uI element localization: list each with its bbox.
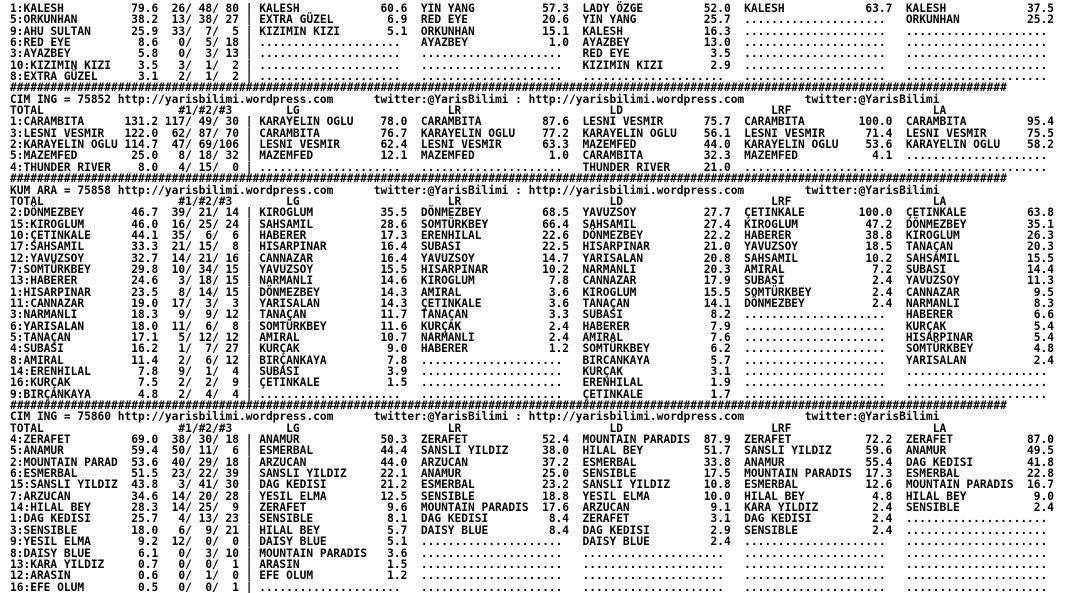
column-header-line: TOTAL #1/#2/#3 LG LR LD LRF LA xyxy=(10,194,947,208)
horse-row: 3:AYAZBEY 5.8 0/ 3/ 13 | ..................... ..................... RED EYE 3.5 ..................... ..................... xyxy=(10,47,1068,61)
section-title-line: CIM ING = 75860 http://yarisbilimi.wordpress.com twitter:@YarisBilimi : http://yarisbilimi.wordpress.com twitter:@YarisBilimi xyxy=(10,410,940,424)
horse-row: 9:YESIL ELMA 9.2 12/ 0/ 0 | DAISY BLUE 5.1 ..................... DAISY BLUE 2.4 ..................... ..................... xyxy=(10,535,1068,549)
race-section-top-partial xyxy=(10,3,1077,82)
horse-row: 3:SENSIBLE 18.0 6/ 9/ 21 | HILAL BEY 5.7 DAISY BLUE 8.4 DAG KEDISI 2.9 SENSIBLE 2.4 ..................... xyxy=(10,523,1068,537)
separator-line: #################################################################################################################################################### xyxy=(10,399,1007,413)
horse-row: 1:HISARPINAR 23.5 8/ 14/ 15 | DÖNMEZBEY 14.3 AMIRAL 3.6 KIROGLUM 15.5 SOMTÜRKBEY 2.4 CANNAZAR 9.5 xyxy=(10,285,1068,299)
horse-row: 11:CANNAZAR 19.0 17/ 3/ 3 | YARISALAN 14.3 ÇETINKALE 3.6 TANAÇAN 14.1 DÖNMEZBEY 2.4 NARMANLI 8.3 xyxy=(10,296,1068,310)
race-section-75858 xyxy=(10,173,1077,400)
horse-row: 7:ARZUCAN 34.6 14/ 20/ 28 | YESIL ELMA 12.5 SENSIBLE 18.8 YESIL ELMA 10.0 HILAL BEY 4.8 HILAL BEY 9.0 xyxy=(10,489,1068,503)
horse-row: 6:RED EYE 8.6 0/ 5/ 18 | ..................... AYAZBEY 1.0 AYAZBEY 13.0 ..................... ..................... xyxy=(10,36,1068,50)
horse-row: 1:KALESH 79.6 26/ 48/ 80 | KALESH 60.6 YIN YANG 57.3 LADY ÖZGE 52.0 KALESH 63.7 KALESH 37.5 xyxy=(10,2,1068,15)
horse-row: 8:DAISY BLUE 6.1 0/ 3/ 10 | MOUNTAIN PARADIS 3.6 ..................... ..................... ..................... ..................... xyxy=(10,546,1068,560)
horse-row: 8:EXTRA GÜZEL 3.1 2/ 1/ 2 | ..................... ..................... ..................... ..................... ..................... xyxy=(10,70,1068,84)
horse-row: 6:YARISALAN 18.0 11/ 6/ 8 | SOMTÜRKBEY 11.6 KURÇAK 2.4 HABERER 7.9 ..................... KURÇAK 5.4 xyxy=(10,319,1068,333)
horse-row: 6:ESMERBAL 51.5 23/ 22/ 39 | SANSLI YILDIZ 22.1 ANAMUR 25.0 SENSIBLE 17.5 MOUNTAIN PARADIS 17.3 ESMERBAL 22.8 xyxy=(10,467,1068,481)
horse-row: 14:HILAL BEY 28.3 14/ 25/ 9 | ZERAFET 9.6 MOUNTAIN PARADIS 17.6 ARZUCAN 9.1 KARA YILDIZ 2.4 SENSIBLE 2.4 xyxy=(10,501,1068,515)
separator-line: #################################################################################################################################################### xyxy=(10,81,1007,95)
horse-row: 3:LESNI VESMIR 122.0 62/ 87/ 70 | CARAMBITA 76.7 KARAYELIN OGLU 77.2 KARAYELIN OGLU 56.1 LESNI VESMIR 71.4 LESNI VESMIR 75.5 xyxy=(10,126,1068,140)
horse-row: 13:HABERER 24.6 3/ 18/ 15 | NARMANLI 14.6 KIROGLUM 7.8 CANNAZAR 17.9 SUBASI 2.4 YAVUZSOY 11.3 xyxy=(10,274,1068,288)
separator-line: #################################################################################################################################################### xyxy=(10,172,1007,186)
console-output xyxy=(10,3,1077,593)
race-section-75852 xyxy=(10,82,1077,173)
horse-row: 16:EFE OLUM 0.5 0/ 0/ 1 | ..................... ..................... ..................... ..................... ..................... xyxy=(10,580,1068,593)
horse-row: 5:MAZEMFED 25.0 8/ 18/ 32 | MAZEMFED 12.1 MAZEMFED 1.0 CARAMBITA 32.3 MAZEMFED 4.1 ..................... xyxy=(10,149,1068,163)
column-header-line: TOTAL #1/#2/#3 LG LR LD LRF LA xyxy=(10,421,947,435)
horse-row: 3:NARMANLI 18.3 9/ 9/ 12 | TANAÇAN 11.7 TANAÇAN 3.3 SUBASI 8.2 ..................... HABERER 6.6 xyxy=(10,308,1068,322)
horse-row: 13:KARA YILDIZ 0.7 0/ 0/ 1 | ARASIN 1.5 ..................... ..................... ..................... ..................... xyxy=(10,557,1068,571)
column-header-line: TOTAL #1/#2/#3 LG LR LD LRF LA xyxy=(10,104,947,118)
horse-row: 2:KARAYELIN OGLU 114.7 47/ 69/106 | LESNI VESMIR 62.4 LESNI VESMIR 63.3 MAZEMFED 44.0 KARAYELIN OGLU 53.6 KARAYELIN OGLU 58.2 xyxy=(10,138,1068,152)
horse-row: 9:BIRÇANKAYA 4.8 2/ 4/ 4 | ..................... ..................... ÇETINKALE 1.7 ..................... ..................... xyxy=(10,387,1068,401)
horse-row: 2:DÖNMEZBEY 46.7 39/ 21/ 14 | KIROGLUM 35.5 DÖNMEZBEY 68.5 YAVUZSOY 27.7 ÇETINKALE 100.0 ÇETINKALE 63.8 xyxy=(10,206,1068,220)
horse-row: 10:ÇETINKALE 44.1 35/ 6/ 6 | HABERER 17.3 ERENHILAL 22.6 DÖNMEZBEY 22.2 HABERER 38.8 KIROGLUM 26.3 xyxy=(10,228,1068,242)
horse-row: 14:ERENHILAL 7.8 9/ 1/ 4 | SUBASI 3.9 ..................... KURÇAK 3.1 ..................... ..................... xyxy=(10,365,1068,378)
section-title-line: CIM ING = 75852 http://yarisbilimi.wordpress.com twitter:@YarisBilimi : http://yarisbilimi.wordpress.com twitter:@YarisBilimi xyxy=(10,92,940,106)
horse-row: 8:AMIRAL 11.4 2/ 6/ 12 | BIRÇANKAYA 7.8 ..................... BIRCANKAYA 5.7 ..................... YARISALAN 2.4 xyxy=(10,353,1068,367)
horse-row: 15:SANSLI YILDIZ 43.8 3/ 41/ 30 | DAG KEDISI 21.2 ESMERBAL 23.2 SANSLI YILDIZ 10.8 ESMERBAL 12.6 MOUNTAIN PARADIS 16.7 xyxy=(10,478,1068,492)
horse-row: 15:KIROGLUM 46.0 16/ 25/ 24 | SAHSAMIL 28.6 SOMTÜRKBEY 66.4 SAHSAMIL 27.4 KIROGLUM 47.2 DÖNMEZBEY 35.1 xyxy=(10,217,1068,231)
horse-row: 4:ZERAFET 69.0 38/ 30/ 18 | ANAMUR 50.3 ZERAFET 52.4 MOUNTAIN PARADIS 87.9 ZERAFET 72.2 ZERAFET 87.0 xyxy=(10,433,1068,447)
horse-row: 12:YAVUZSOY 32.7 14/ 21/ 16 | CANNAZAR 16.4 YAVUZSOY 14.7 YARISALAN 20.8 SAHSAMIL 10.2 SAHSAMIL 15.5 xyxy=(10,251,1068,265)
horse-row: 5:ORKUNHAN 38.2 13/ 38/ 27 | EXTRA GÜZEL 6.9 RED EYE 20.6 YIN YANG 25.7 ..................... ORKUNHAN 25.2 xyxy=(10,13,1068,27)
horse-row: 1:DAG KEDISI 25.7 4/ 13/ 23 | SENSIBLE 8.1 DAG KEDISI 8.4 ZERAFET 3.1 DAG KEDISI 2.4 ..................... xyxy=(10,512,1068,526)
horse-row: 9:AHU SULTAN 25.9 33/ 7/ 5 | KIZIMIN KIZI 5.1 ORKUNHAN 15.1 KALESH 16.3 ..................... ..................... xyxy=(10,24,1068,38)
horse-row: 7:SOMTÜRKBEY 29.8 10/ 34/ 15 | YAVUZSOY 15.5 HISARPINAR 10.2 NARMANLI 20.3 AMIRAL 7.2 SUBASI 14.4 xyxy=(10,262,1068,276)
horse-row: 4:THUNDER RIVER 8.0 4/ 15/ 0 | ..................... ..................... THUNDER RIVER 21.0 ..................... ..................... xyxy=(10,160,1068,174)
horse-row: 1:CARAMBITA 131.2 117/ 49/ 30 | KARAYELIN OGLU 78.0 CARAMBITA 87.6 LESNI VESMIR 75.7 CARAMBITA 100.0 CARAMBITA 95.4 xyxy=(10,115,1068,129)
horse-row: 5:ANAMUR 59.4 50/ 11/ 6 | ESMERBAL 44.4 SANSLI YILDIZ 38.0 HILAL BEY 51.7 SANSLI YILDIZ 59.6 ANAMUR 49.5 xyxy=(10,444,1068,458)
horse-row: 5:TANAÇAN 17.1 5/ 12/ 12 | AMIRAL 10.7 NARMANLI 2.4 AMIRAL 7.6 ..................... HISARPINAR 5.4 xyxy=(10,330,1068,344)
race-section-75860 xyxy=(10,400,1077,593)
horse-row: 4:SUBASI 16.2 1/ 7/ 27 | KURÇAK 9.0 HABERER 1.2 SOMTÜRKBEY 6.2 ..................... SOMTÜRKBEY 4.8 xyxy=(10,342,1068,356)
horse-row: 16:KURÇAK 7.5 2/ 2/ 9 | ÇETINKALE 1.5 ..................... ERENHILAL 1.9 ..................... ..................... xyxy=(10,376,1068,390)
horse-row: 17:SAHSAMIL 33.3 21/ 15/ 8 | HISARPINAR 16.4 SUBASI 22.5 HISARPINAR 21.0 YAVUZSOY 18.5 TANAÇAN 20.3 xyxy=(10,240,1068,254)
section-title-line: KUM ARA = 75858 http://yarisbilimi.wordpress.com twitter:@YarisBilimi : http://yarisbilimi.wordpress.com twitter:@YarisBilimi xyxy=(10,183,940,197)
horse-row: 2:MOUNTAIN PARAD 53.6 40/ 29/ 18 | ARZUCAN 44.0 ARZUCAN 37.2 ESMERBAL 33.8 ANAMUR 55.4 DAG KEDISI 41.8 xyxy=(10,455,1068,469)
horse-row: 12:ARASIN 0.6 0/ 1/ 0 | EFE OLUM 1.2 ..................... ..................... ..................... ..................... xyxy=(10,569,1068,583)
horse-row: 10:KIZIMIN KIZI 3.5 3/ 1/ 2 | ..................... ..................... KIZIMIN KIZI 2.9 ..................... ..................... xyxy=(10,58,1068,72)
